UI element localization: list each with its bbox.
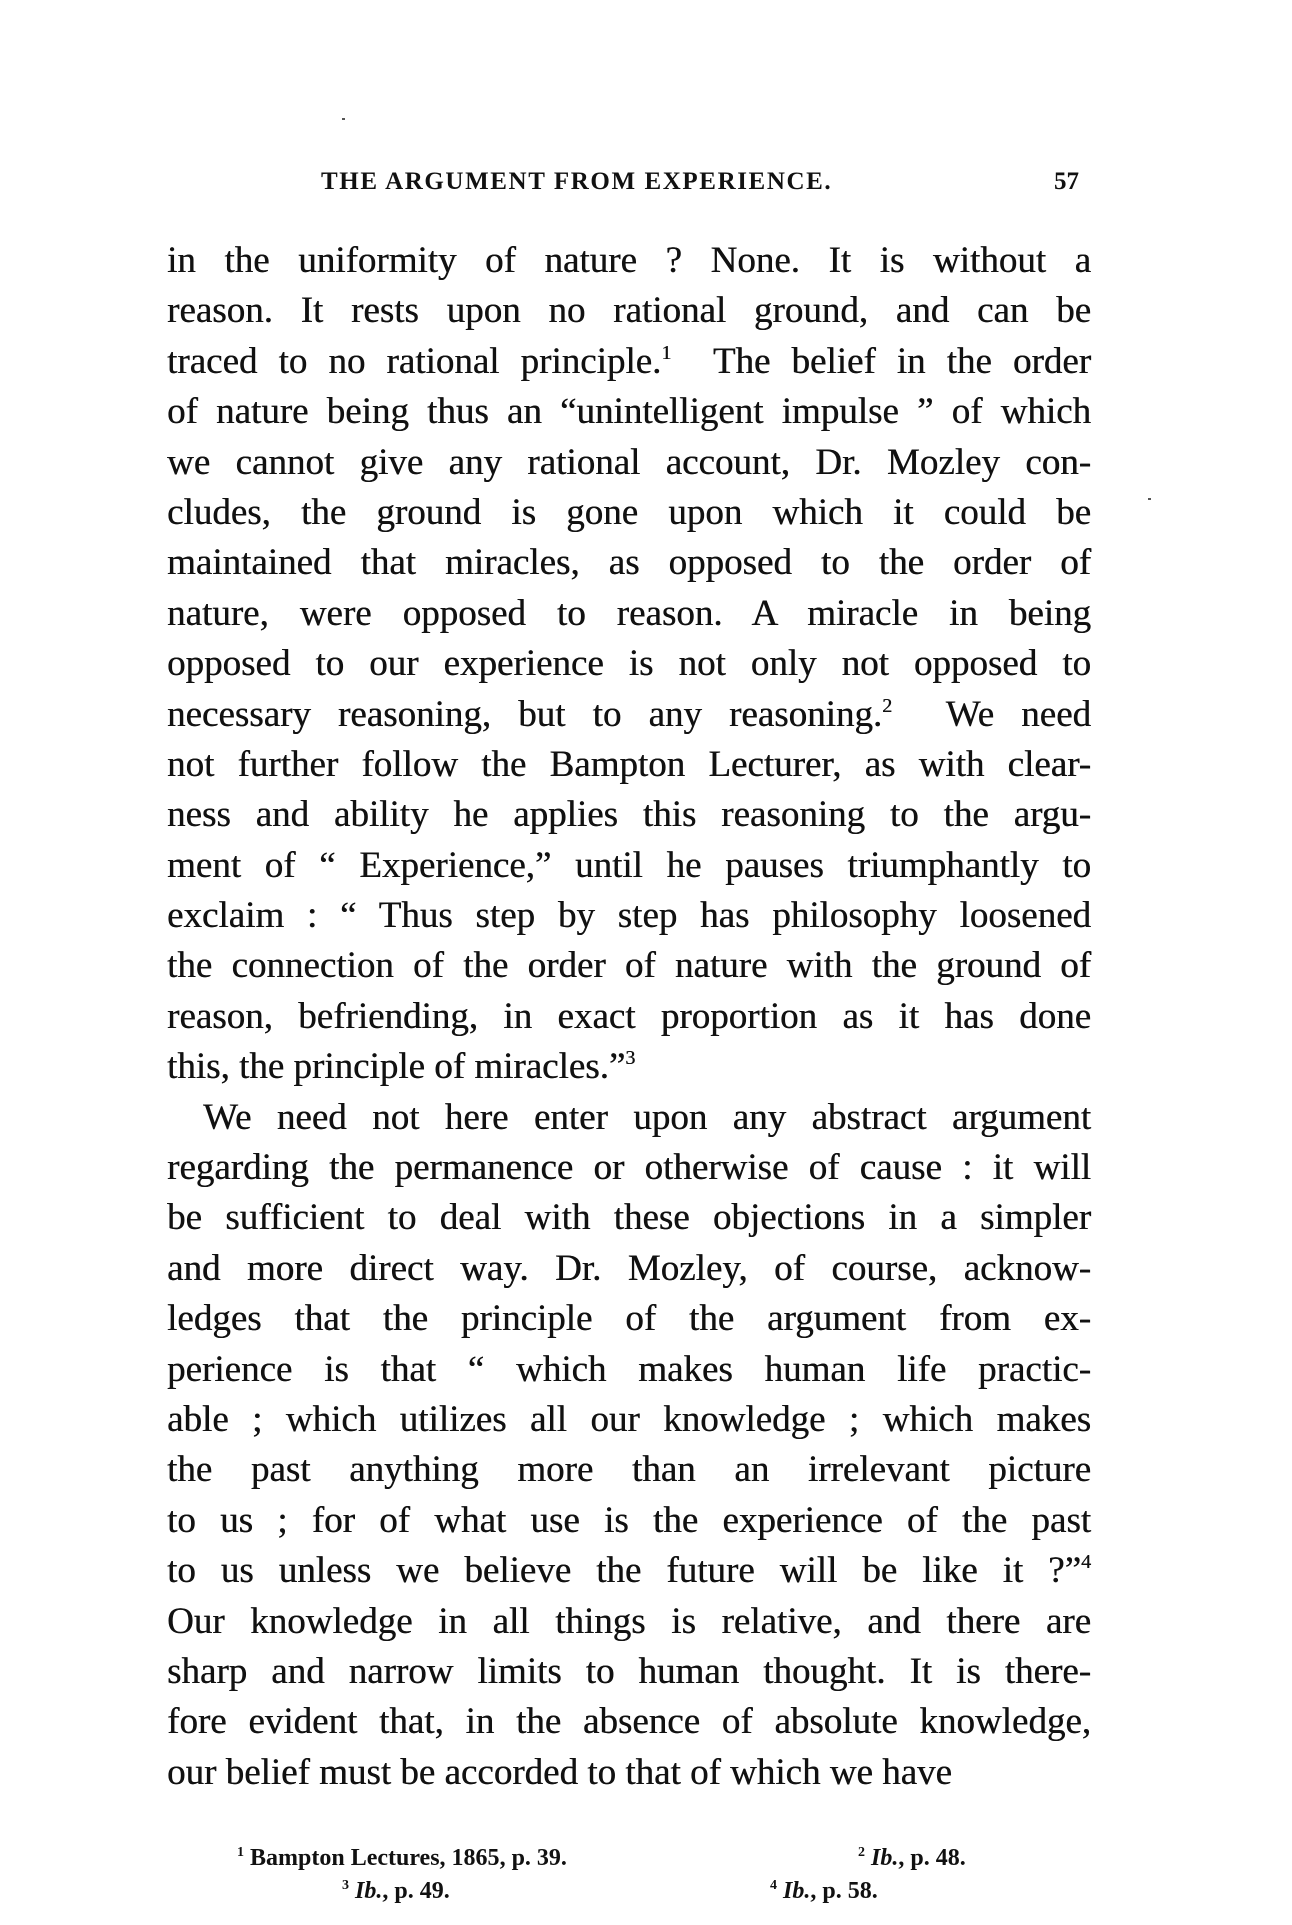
footnote-3: [342, 1878, 450, 1905]
line-text-continued: The belief in the order: [671, 340, 1091, 382]
line-text: able ; which utilizes all our knowledge ; which makes: [167, 1398, 1091, 1440]
text-line: [167, 841, 1091, 891]
scan-speck: [342, 118, 345, 120]
text-line: [167, 1143, 1091, 1193]
text-line: [167, 538, 1091, 588]
text-line: [167, 1294, 1091, 1344]
line-text: and more direct way. Dr. Mozley, of course, acknow-: [167, 1247, 1091, 1289]
text-line: [167, 1345, 1091, 1395]
footnote-reference: 1: [661, 341, 672, 364]
line-text: fore evident that, in the absence of absolute knowledge,: [167, 1701, 1091, 1743]
line-text: reason. It rests upon no rational ground, and can be: [167, 290, 1091, 332]
line-text: to us ; for of what use is the experience of the past: [167, 1499, 1091, 1541]
line-text: we cannot give any rational account, Dr. Mozley con-: [167, 441, 1091, 483]
line-text: our belief must be accorded to that of which we have: [167, 1751, 952, 1793]
line-text: not further follow the Bampton Lecturer, as with clear-: [167, 743, 1091, 785]
line-text: the past anything more than an irrelevant picture: [167, 1449, 1091, 1491]
text-line: [167, 992, 1091, 1042]
text-line: [167, 941, 1091, 991]
text-line: [167, 1093, 1091, 1143]
footnote-reference: 4: [1081, 1551, 1091, 1574]
footnote-4: [770, 1878, 878, 1905]
running-title: THE ARGUMENT FROM EXPERIENCE.: [321, 168, 833, 195]
text-line: [167, 740, 1091, 790]
text-line: [167, 236, 1091, 286]
body-text: [167, 236, 1091, 1798]
footnote-1: [237, 1845, 567, 1872]
line-text: in the uniformity of nature ? None. It is without a: [167, 240, 1091, 281]
footnote-2: [858, 1845, 966, 1872]
line-text: the connection of the order of nature with the ground of: [167, 945, 1091, 987]
text-line: [167, 337, 1091, 387]
text-line: [167, 1697, 1091, 1747]
footnote-mark: 1: [237, 1845, 244, 1860]
line-text: Our knowledge in all things is relative, and there are: [167, 1600, 1091, 1642]
footnote-ref: Ib.: [871, 1845, 899, 1871]
text-line: [167, 639, 1091, 689]
text-line: [167, 1496, 1091, 1546]
line-text: sharp and narrow limits to human thought. It is there-: [167, 1650, 1091, 1692]
text-line: [167, 1597, 1091, 1647]
text-line: [167, 1546, 1091, 1596]
text-line: [167, 387, 1091, 437]
text-line: [167, 589, 1091, 639]
text-line: [167, 1647, 1091, 1697]
text-line: [167, 286, 1091, 336]
footnote-mark: 2: [858, 1845, 865, 1860]
text-line: [167, 488, 1091, 538]
footnote-page: , p. 39.: [499, 1845, 567, 1871]
text-line: [167, 1042, 1091, 1092]
line-text-continued: We need: [892, 693, 1091, 735]
line-text: We need not here enter upon any abstract argument: [203, 1096, 1091, 1138]
line-text: of nature being thus an “unintelligent impulse ” of which: [167, 391, 1091, 433]
text-line: [167, 891, 1091, 941]
footnote-ref: Bampton Lectures, 1865: [250, 1845, 500, 1871]
text-line: [167, 1748, 1091, 1798]
line-text: be sufficient to deal with these objections in a simpler: [167, 1197, 1091, 1239]
text-line: [167, 438, 1091, 488]
footnote-page: , p. 58.: [810, 1878, 878, 1904]
text-line: [167, 1244, 1091, 1294]
footnote-reference: 3: [625, 1047, 636, 1070]
line-text: reason, befriending, in exact proportion as it has done: [167, 995, 1091, 1037]
footnote-mark: 4: [770, 1878, 777, 1893]
text-line: [167, 1445, 1091, 1495]
text-line: [167, 1193, 1091, 1243]
scan-speck: [1148, 498, 1151, 500]
footnote-mark: 3: [342, 1878, 349, 1893]
line-text: cludes, the ground is gone upon which it could be: [167, 491, 1091, 533]
text-line: [167, 1395, 1091, 1445]
footnote-page: , p. 49.: [382, 1878, 450, 1904]
text-line: [167, 790, 1091, 840]
line-text: regarding the permanence or otherwise of cause : it will: [167, 1147, 1091, 1189]
footnote-page: , p. 48.: [898, 1845, 966, 1871]
footnote-reference: 2: [882, 694, 893, 717]
line-text: maintained that miracles, as opposed to the order of: [167, 542, 1091, 584]
line-text: this, the principle of miracles.”: [167, 1046, 626, 1088]
line-text: to us unless we believe the future will be like it ?”: [167, 1550, 1081, 1592]
line-text: perience is that “ which makes human life practic-: [167, 1348, 1091, 1390]
line-text: necessary reasoning, but to any reasoning.: [167, 693, 883, 735]
line-text: ment of “ Experience,” until he pauses triumphantly to: [167, 844, 1091, 886]
footnote-ref: Ib.: [783, 1878, 811, 1904]
line-text: ness and ability he applies this reasoning to the argu-: [167, 794, 1091, 836]
footnote-ref: Ib.: [355, 1878, 383, 1904]
text-line: [167, 690, 1091, 740]
line-text: ledges that the principle of the argument from ex-: [167, 1298, 1091, 1340]
line-text: opposed to our experience is not only not opposed to: [167, 643, 1091, 685]
line-text: traced to no rational principle.: [167, 340, 662, 382]
page-number: 57: [1054, 168, 1079, 195]
line-text: exclaim : “ Thus step by step has philosophy loosened: [167, 895, 1091, 937]
line-text: nature, were opposed to reason. A miracle in being: [167, 592, 1091, 634]
